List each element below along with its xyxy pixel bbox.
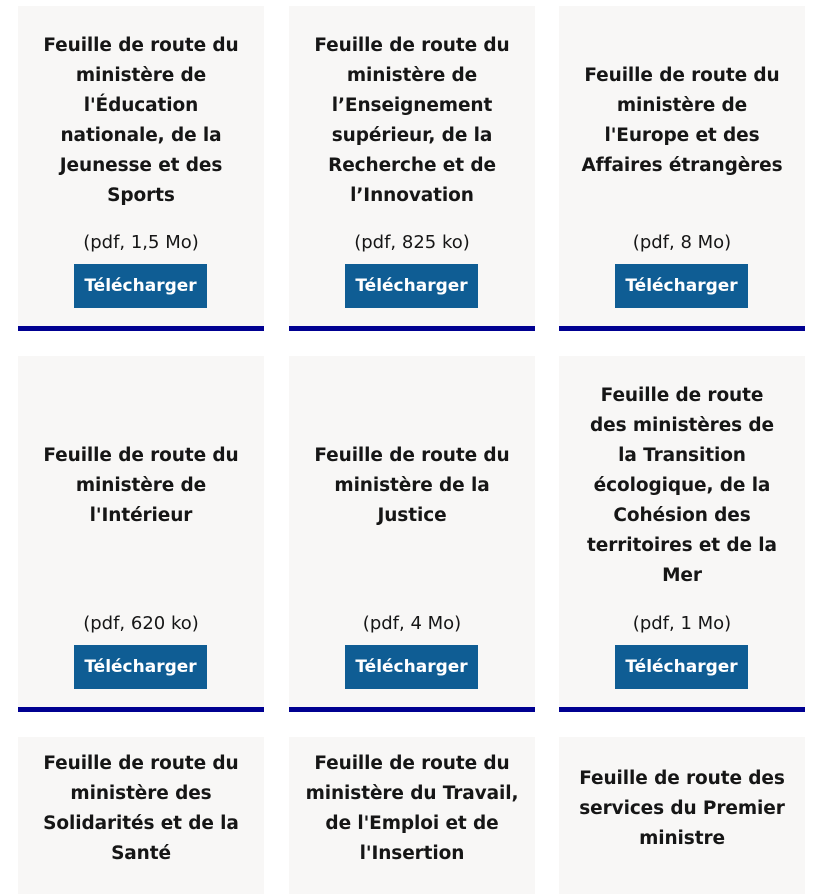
card-title: Feuille de route du ministère de la Justice [314, 445, 510, 526]
file-size: (pdf, 4 Mo) [362, 613, 462, 634]
doc-card [559, 737, 805, 894]
doc-card [559, 6, 805, 331]
card-title: Feuille de route du ministère des Solidarités et de la Santé [43, 753, 239, 864]
doc-card [18, 6, 264, 331]
card-title: Feuille de route du ministère de l’Enseignement supérieur, de la Recherche et de l’Innovation [314, 35, 510, 206]
file-size: (pdf, 620 ko) [83, 613, 199, 634]
download-button[interactable]: Télécharger [74, 645, 207, 689]
file-size: (pdf, 1,5 Mo) [83, 232, 199, 253]
doc-card [289, 356, 535, 712]
doc-card [18, 356, 264, 712]
download-button[interactable]: Télécharger [74, 264, 207, 308]
doc-card [289, 737, 535, 894]
download-button[interactable]: Télécharger [615, 264, 748, 308]
card-title: Feuille de route du ministère de l'Intérieur [43, 445, 239, 526]
file-size: (pdf, 1 Mo) [632, 613, 732, 634]
doc-card [18, 737, 264, 894]
card-title: Feuille de route du ministère de l'Europe et des Affaires étrangères [581, 65, 783, 176]
card-title: Feuille de route du ministère de l'Éducation nationale, de la Jeunesse et des Sports [43, 35, 239, 206]
doc-card [289, 6, 535, 331]
download-button[interactable]: Télécharger [345, 645, 478, 689]
card-title: Feuille de route des services du Premier ministre [579, 768, 785, 849]
download-button[interactable]: Télécharger [345, 264, 478, 308]
file-size: (pdf, 8 Mo) [632, 232, 732, 253]
card-title: Feuille de route des ministères de la Transition écologique, de la Cohésion des territoires et de la Mer [587, 385, 777, 586]
doc-card [559, 356, 805, 712]
file-size: (pdf, 825 ko) [354, 232, 470, 253]
card-title: Feuille de route du ministère du Travail, de l'Emploi et de l'Insertion [305, 753, 519, 864]
download-button[interactable]: Télécharger [615, 645, 748, 689]
